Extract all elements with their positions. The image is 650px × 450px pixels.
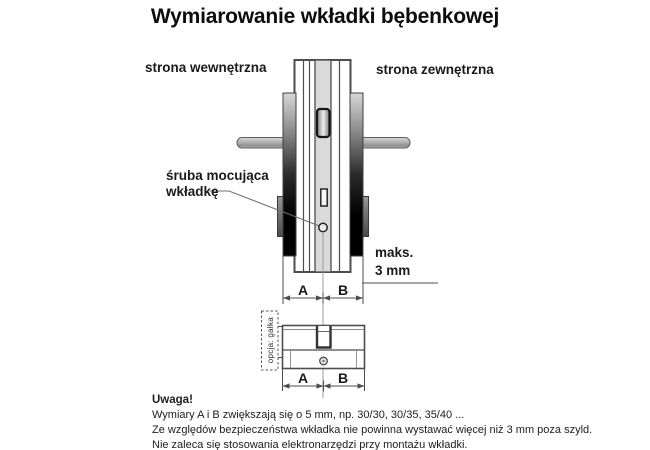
cylinder-end-left <box>278 197 284 237</box>
cam-notch <box>317 326 331 348</box>
dim-label-b-lower: B <box>337 370 349 386</box>
page-title: Wymiarowanie wkładki bębenkowej <box>150 5 500 28</box>
spindle-bar-right <box>356 138 410 149</box>
screw-center-dot <box>322 360 324 362</box>
notes-heading: Uwaga! <box>152 394 193 406</box>
label-knob-option <box>261 311 279 370</box>
label-max-line1: maks. <box>375 245 414 260</box>
label-max-protrusion <box>375 244 413 280</box>
arrowhead <box>283 295 290 300</box>
fixing-screw <box>319 223 327 231</box>
label-outer-side: strona zewnętrzna <box>376 62 494 77</box>
dim-label-a-upper: A <box>297 282 309 298</box>
arrowhead <box>316 295 323 300</box>
label-fixing-screw <box>166 168 269 200</box>
spindle-bar-left <box>237 138 290 149</box>
cylinder-end-right <box>363 197 369 237</box>
note-line: Ze względów bezpieczeństwa wkładka nie powinna wystawać więcej niż 3 mm poza szyld. <box>152 424 593 436</box>
arrowhead <box>283 383 290 388</box>
dim-label-a-lower: A <box>297 370 309 386</box>
arrowhead <box>356 295 363 300</box>
notes-block <box>152 393 622 450</box>
keyway-slot <box>321 189 327 206</box>
label-max-line2: 3 mm <box>375 263 411 278</box>
escutcheon-left <box>283 93 296 256</box>
escutcheon-right <box>350 93 363 256</box>
arrowhead <box>323 295 330 300</box>
arrowhead <box>324 383 331 388</box>
label-fixing-screw-line1: śruba mocująca <box>166 168 269 183</box>
cylinder-cam <box>317 109 330 137</box>
label-fixing-screw-line2: wkładkę <box>166 184 219 199</box>
label-knob-option-text: opcja: gałka <box>265 317 275 364</box>
arrowhead <box>317 383 324 388</box>
label-inner-side: strona wewnętrzna <box>145 60 267 75</box>
arrowhead <box>358 383 365 388</box>
note-line: Wymiary A i B zwiększają się o 5 mm, np. 30/30, 30/35, 35/40 ... <box>152 409 465 421</box>
dim-label-b-upper: B <box>337 282 349 298</box>
note-line: Nie zaleca się stosowania elektronarzędzi przy montażu wkładki. <box>152 439 468 450</box>
